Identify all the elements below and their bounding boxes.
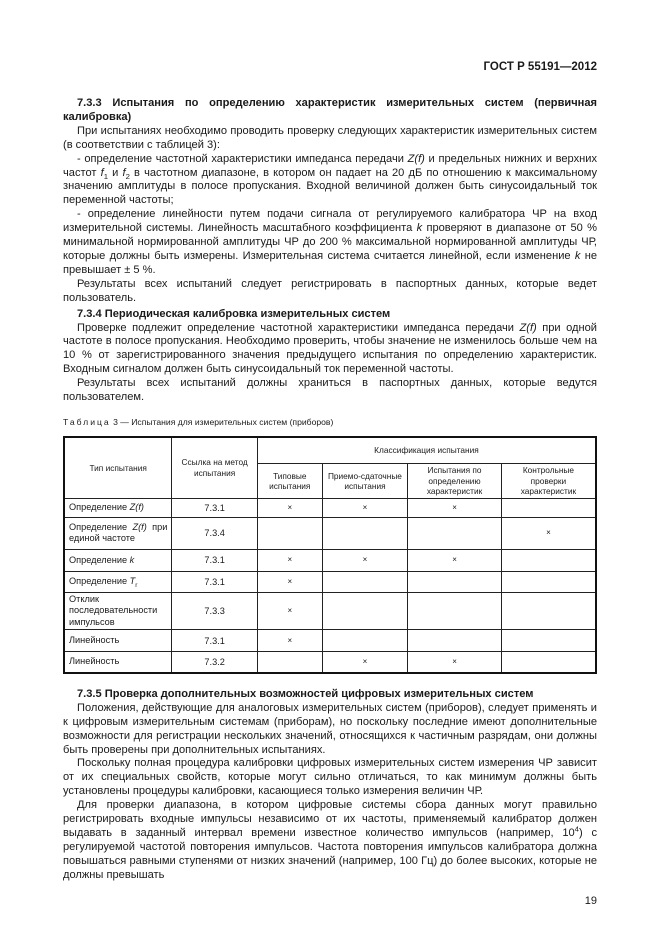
italic-symbol: T — [129, 576, 136, 587]
text-run: Определение — [69, 554, 130, 565]
table-row — [64, 498, 596, 517]
classification-mark-cell: × — [408, 652, 502, 673]
italic-symbol: Z(f) — [132, 521, 147, 532]
text-run: r — [135, 582, 138, 590]
classification-mark-cell: × — [322, 498, 408, 517]
section-heading: 7.3.3 Испытания по определению характеристик измерительных систем (первичная калибровка) — [63, 97, 597, 123]
classification-mark-cell: × — [257, 498, 322, 517]
classification-mark-cell — [257, 652, 322, 673]
classification-mark-cell — [501, 549, 596, 571]
classification-mark-cell: × — [257, 549, 322, 571]
test-type-cell — [64, 571, 172, 592]
classification-mark-cell — [322, 630, 408, 652]
caption-label: Таблица — [63, 416, 111, 427]
classification-mark-cell: × — [257, 630, 322, 652]
text-run: Линейность — [69, 656, 120, 667]
method-ref-cell: 7.3.1 — [172, 549, 258, 571]
text-run: Определение — [69, 576, 130, 587]
col-header-control: Контрольные проверки характеристик — [501, 464, 596, 499]
classification-mark-cell — [322, 571, 408, 592]
method-ref-cell: 7.3.1 — [172, 498, 258, 517]
test-type-cell — [64, 652, 172, 673]
paragraph — [63, 278, 597, 306]
text-run: Поскольку полная процедура калибровки цифровых измерительных систем измерения ЧР зависит от их специальных свойств, которые могут сильно отличаться, то как минимум должны быть установлены процедуры калибровки, касающиеся только измерения величин ЧР. — [63, 757, 597, 798]
col-header-type-tests: Типовые испытания — [257, 464, 322, 499]
section-body — [63, 125, 597, 306]
text-run: Результаты всех испытаний должны храниться в паспортных данных, которые ведутся пользователем. — [63, 377, 597, 404]
classification-mark-cell — [408, 571, 502, 592]
col-header-acceptance: Приемо-сдаточные испытания — [322, 464, 408, 499]
text-run: Проверке подлежит определение частотной характеристики импеданса передачи — [77, 321, 520, 334]
italic-symbol: Z(f) — [407, 152, 425, 165]
paragraph — [63, 322, 597, 378]
text-run: - определение частотной характеристики импеданса передачи — [77, 152, 408, 165]
text-run: Для проверки диапазона, в котором цифровые системы сбора данных могут правильно регистрировать входные импульсы независимо от их частоты, применяемый калибратор должен выдавать в заданный интервал времени известное количество импульсов (например, 10 — [63, 799, 597, 839]
table-caption — [63, 417, 597, 428]
text-run: Линейность — [69, 635, 120, 646]
method-ref-cell: 7.3.1 — [172, 630, 258, 652]
method-ref-cell: 7.3.2 — [172, 652, 258, 673]
table-row — [64, 592, 596, 630]
italic-symbol: k — [574, 249, 581, 262]
page-number: 19 — [584, 894, 597, 907]
col-header-characterization: Испытания по определению характеристик — [408, 464, 502, 499]
paragraph — [63, 757, 597, 799]
standard-header: ГОСТ Р 55191—2012 — [483, 61, 597, 73]
italic-symbol: f — [122, 166, 126, 179]
classification-mark-cell — [322, 592, 408, 630]
text-run: Результаты всех испытаний следует регистрировать в паспортных данных, которые ведет пользователь. — [63, 277, 597, 304]
table-row — [64, 630, 596, 652]
test-type-cell — [64, 630, 172, 652]
section-heading: 7.3.4 Периодическая калибровка измерительных систем — [77, 307, 391, 320]
text-run: 2 — [125, 171, 130, 181]
paragraph — [63, 153, 597, 209]
classification-mark-cell — [322, 517, 408, 549]
classification-mark-cell — [408, 517, 502, 549]
classification-mark-cell — [501, 571, 596, 592]
test-type-cell — [64, 498, 172, 517]
text-run: При испытаниях необходимо проводить проверку следующих характеристик измерительных систем (в соответствии с таблицей 3): — [63, 124, 597, 151]
method-ref-cell: 7.3.1 — [172, 571, 258, 592]
col-header-ref: Ссылка на метод испытания — [172, 437, 258, 499]
text-run: 1 — [103, 171, 109, 181]
text-run: и предельных нижних и верхних частот — [63, 152, 597, 179]
text-run: при одной частоте в полосе пропускания. Необходимо проверить, чтобы значение не изменилось больше чем на 10 % от зарегистрированного значения предыдущего испытания по определению характеристик. Входным сигналом должен быть синусоидальный ток переменной частоты. — [63, 321, 597, 376]
table-row — [64, 549, 596, 571]
classification-mark-cell — [408, 630, 502, 652]
classification-mark-cell — [501, 592, 596, 630]
text-run: в частотном диапазоне, в котором он падает на 20 дБ по отношению к максимальному значению амплитуды в полосе пропускания. Входной величиной должен быть синусоидальный ток переменной частоты; — [63, 166, 597, 207]
tests-table — [63, 436, 597, 674]
text-run: 4 — [574, 824, 579, 834]
classification-mark-cell: × — [408, 498, 502, 517]
classification-mark-cell — [257, 517, 322, 549]
section-7-3-4 — [63, 308, 597, 405]
text-run: Положения, действующие для аналоговых измерительных систем (приборов), следует применять и к цифровым измерительным системам (приборам), но поскольку последние имеют дополнительные возможности для регистрации нескольких значений, относящихся к частичным разрядам, они должны быть проверены при дополнительных испытаниях. — [63, 701, 597, 756]
section-heading: 7.3.5 Проверка дополнительных возможностей цифровых измерительных систем — [77, 687, 534, 700]
table-row — [64, 571, 596, 592]
text-run: при единой частоте — [69, 521, 168, 544]
classification-mark-cell — [408, 592, 502, 630]
section-body — [63, 702, 597, 883]
text-run: Определение — [69, 521, 133, 532]
section-body — [63, 322, 597, 405]
text-run: не превышает ± 5 %. — [63, 249, 597, 276]
classification-mark-cell: × — [322, 549, 408, 571]
italic-symbol: k — [129, 554, 135, 565]
paragraph — [63, 702, 597, 758]
paragraph — [63, 125, 597, 153]
italic-symbol: k — [416, 222, 423, 235]
paragraph — [63, 377, 597, 405]
italic-symbol: Z(f) — [129, 502, 144, 513]
col-header-classification: Классификация испытания — [257, 437, 596, 464]
text-run: Отклик последовательности импульсов — [69, 593, 158, 627]
section-7-3-5 — [63, 688, 597, 883]
text-run: - определение линейности путем подачи сигнала от регулируемого калибратора ЧР на вход измерительной системы. Линейность масштабного коэффициента — [63, 208, 597, 235]
section-7-3-3 — [63, 97, 597, 306]
method-ref-cell: 7.3.4 — [172, 517, 258, 549]
paragraph — [63, 799, 597, 882]
caption-text: 3 — Испытания для измерительных систем (приборов) — [110, 416, 334, 427]
classification-mark-cell — [501, 498, 596, 517]
table-row — [64, 517, 596, 549]
test-type-cell — [64, 592, 172, 630]
spacer — [63, 674, 597, 688]
text-run: и — [108, 166, 123, 179]
page-content — [63, 0, 597, 927]
classification-mark-cell — [501, 652, 596, 673]
test-type-cell — [64, 549, 172, 571]
col-header-type: Тип испытания — [64, 437, 172, 499]
italic-symbol: Z(f) — [519, 321, 537, 334]
classification-mark-cell: × — [408, 549, 502, 571]
table-row — [64, 652, 596, 673]
method-ref-cell: 7.3.3 — [172, 592, 258, 630]
italic-symbol: f — [100, 166, 104, 179]
classification-mark-cell — [501, 630, 596, 652]
paragraph — [63, 208, 597, 278]
text-run: ) с регулируемой частотой повторения импульсов. Частота повторения импульсов калибратора должна повышаться равными ступенями от низких значений (например, 100 Гц) до более высоких, которые не должны превышать — [63, 827, 597, 881]
text-run: Определение — [69, 502, 130, 513]
text-run: проверяют в диапазоне от 50 % минимальной нормированной амплитуды ЧР до 200 % максимальной нормированной амплитуды ЧР, которые должны быть измерены. Измерительная система считается линейной, если изменение — [63, 222, 597, 262]
classification-mark-cell: × — [257, 571, 322, 592]
classification-mark-cell: × — [322, 652, 408, 673]
classification-mark-cell: × — [257, 592, 322, 630]
classification-mark-cell: × — [501, 517, 596, 549]
test-type-cell — [64, 517, 172, 549]
